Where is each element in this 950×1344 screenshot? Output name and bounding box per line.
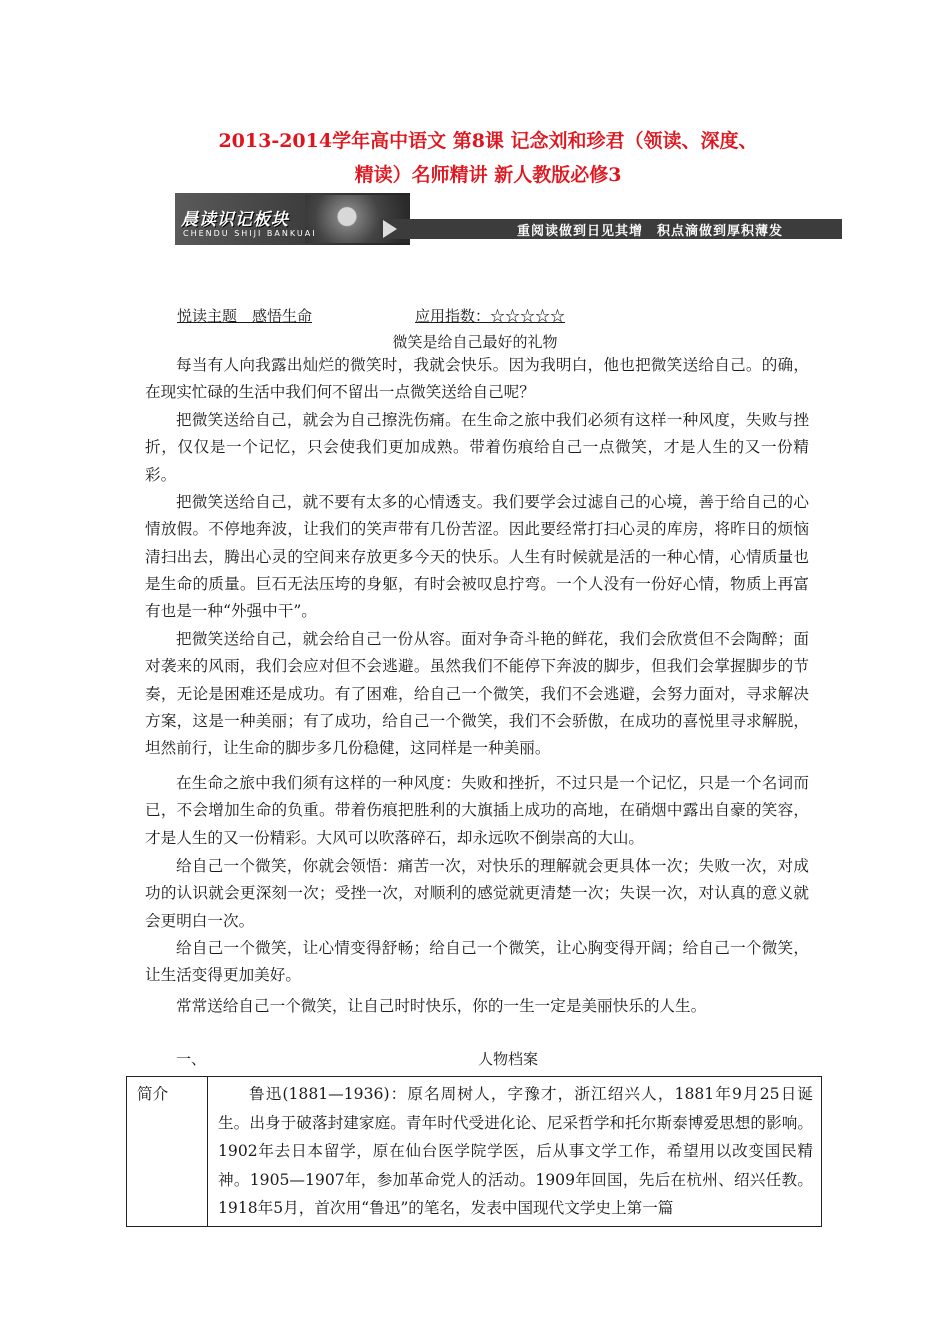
table-row	[127, 1077, 822, 1227]
reading-theme: 悦读主题 感悟生命	[177, 307, 313, 325]
essay-paragraph-4: 把微笑送给自己，就会给自己一份从容。面对争奇斗艳的鲜花，我们会欣赏但不会陶醉；面对袭来的风雨，我们会应对但不会逃避。虽然我们不能停下奔波的脚步，但我们会掌握脚步的节奏，无论是困难还是成功。有了困难，给自己一个微笑，我们不会逃避，会努力面对，寻求解决方案，这是一种美丽；有了成功，给自己一个微笑，我们不会骄傲，在成功的喜悦里寻求解脱，坦然前行，让生命的脚步多几份稳健，这同样是一种美丽。	[145, 630, 809, 758]
section-number: 一、	[176, 1050, 207, 1068]
essay-paragraph-3: 把微笑送给自己，就不要有太多的心情透支。我们要学会过滤自己的心境，善于给自己的心情放假。不停地奔波，让我们的笑声带有几份苦涩。因此要经常打扫心灵的库房，将昨日的烦恼清扫出去，腾出心灵的空间来存放更多今天的快乐。人生有时候就是活的一种心情，心情质量也是生命的质量。巨石无法压垮的身躯，有时会被叹息拧弯。一个人没有一份好心情，物质上再富有也是一种“外强中干”。	[145, 493, 809, 621]
essay-title: 微笑是给自己最好的礼物	[392, 333, 558, 351]
banner-pinyin: CHENDU SHIJI BANKUAI	[183, 229, 317, 238]
title-line-1: 2013-2014学年高中语文 第8课 记念刘和珍君（领读、深度、	[218, 130, 758, 152]
section-banner	[175, 193, 847, 245]
title-line-2: 精读）名师精讲 新人教版必修3	[354, 164, 622, 186]
reading-meta	[177, 306, 565, 326]
banner-name: 晨读识记板块	[181, 210, 289, 230]
essay-paragraph-7: 给自己一个微笑，让心情变得舒畅；给自己一个微笑，让心胸变得开阔；给自己一个微笑，让生活变得更加美好。	[145, 939, 809, 985]
document-title	[168, 124, 808, 192]
application-index: 应用指数：☆☆☆☆☆	[415, 307, 566, 325]
essay-paragraph-5: 在生命之旅中我们须有这样的一种风度：失败和挫折，不过只是一个记忆，只是一个名词而已，不会增加生命的负重。带着伤痕把胜利的大旗插上成功的高地，在硝烟中露出自豪的笑容，才是人生的又一份精彩。大风可以吹落碎石，却永远吹不倒崇高的大山。	[145, 774, 809, 847]
profile-label: 简介	[127, 1077, 208, 1227]
profile-text: 鲁迅(1881—1936)：原名周树人，字豫才，浙江绍兴人，1881年9月25日诞生。出身于破落封建家庭。青年时代受进化论、尼采哲学和托尔斯泰博爱思想的影响。1902年去日本留学，原在仙台医学院学医，后从事文学工作，希望用以改变国民精神。1905—1907年，参加革命党人的活动。1909年回国，先后在杭州、绍兴任教。1918年5月，首次用“鲁迅”的笔名，发表中国现代文学史上第一篇	[208, 1077, 822, 1227]
profile-table	[126, 1076, 822, 1227]
essay-paragraph-1: 每当有人向我露出灿烂的微笑时，我就会快乐。因为我明白，他也把微笑送给自己。的确，在现实忙碌的生活中我们何不留出一点微笑送给自己呢？	[145, 356, 809, 402]
section-title: 人物档案	[478, 1050, 539, 1068]
essay-paragraph-6: 给自己一个微笑，你就会领悟：痛苦一次，对快乐的理解就会更具体一次；失败一次，对成功的认识就会更深刻一次；受挫一次，对顺利的感觉就更清楚一次；失误一次，对认真的意义就会更明白一次。	[145, 857, 809, 930]
essay-paragraph-8: 常常送给自己一个微笑，让自己时时快乐，你的一生一定是美丽快乐的人生。	[176, 997, 707, 1015]
play-arrow-icon	[383, 220, 397, 238]
essay-paragraph-2: 把微笑送给自己，就会为自己擦洗伤痛。在生命之旅中我们必须有这样一种风度，失败与挫折，仅仅是一个记忆，只会使我们更加成熟。带着伤痕给自己一点微笑，才是人生的又一份精彩。	[145, 411, 809, 484]
banner-slogan: 重阅读做到日见其增 积点滴做到厚积薄发	[517, 224, 784, 239]
